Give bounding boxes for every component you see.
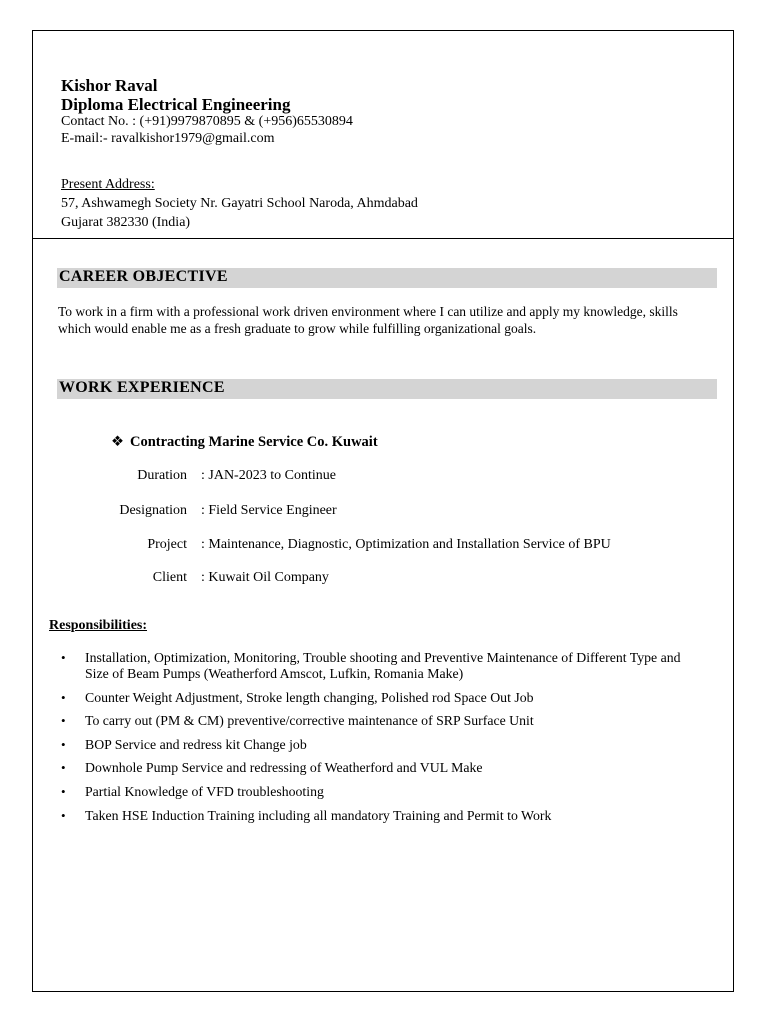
detail-value-client: : Kuwait Oil Company <box>201 570 329 585</box>
candidate-name: Kishor Raval <box>61 76 158 95</box>
list-item: • Taken HSE Induction Training including all mandatory Training and Permit to Work <box>61 808 701 824</box>
responsibilities-list <box>61 650 701 831</box>
detail-label-project: Project <box>147 537 187 552</box>
address-line-1: 57, Ashwamegh Society Nr. Gayatri School Naroda, Ahmdabad <box>61 196 418 211</box>
contact-number: Contact No. : (+91)9979870895 & (+956)65530894 <box>61 114 353 129</box>
work-experience-heading: WORK EXPERIENCE <box>59 379 225 396</box>
company-name: Contracting Marine Service Co. Kuwait <box>130 434 378 450</box>
detail-label-duration: Duration <box>137 468 187 483</box>
diamond-bullet-icon: ❖ <box>111 434 124 450</box>
career-objective-heading: CAREER OBJECTIVE <box>59 268 228 285</box>
detail-value-project: : Maintenance, Diagnostic, Optimization and Installation Service of BPU <box>201 537 611 552</box>
detail-label-client: Client <box>152 570 187 585</box>
list-item: • Partial Knowledge of VFD troubleshooting <box>61 784 701 800</box>
detail-label-designation: Designation <box>119 503 187 518</box>
list-item: • Counter Weight Adjustment, Stroke length changing, Polished rod Space Out Job <box>61 690 701 706</box>
list-item: • Installation, Optimization, Monitoring, Trouble shooting and Preventive Maintenance of Different Type and Size of Beam Pumps (Weatherford Amscot, Lufkin, Romania Make) <box>61 650 701 682</box>
list-item: • To carry out (PM & CM) preventive/corrective maintenance of SRP Surface Unit <box>61 713 701 729</box>
email-address: E-mail:- ravalkishor1979@gmail.com <box>61 131 275 146</box>
detail-value-designation: : Field Service Engineer <box>201 503 337 518</box>
qualification: Diploma Electrical Engineering <box>61 95 291 114</box>
header-divider <box>32 238 734 239</box>
address-line-2: Gujarat 382330 (India) <box>61 215 191 230</box>
company-entry <box>111 434 378 451</box>
list-item: • Downhole Pump Service and redressing of Weatherford and VUL Make <box>61 760 701 776</box>
responsibilities-heading: Responsibilities: <box>49 618 148 633</box>
detail-value-duration: : JAN-2023 to Continue <box>201 468 336 483</box>
list-item: • BOP Service and redress kit Change job <box>61 737 701 753</box>
address-label: Present Address: <box>61 177 155 192</box>
career-objective-text: To work in a firm with a professional work driven environment where I can utilize and apply my knowledge, skills which would enable me as a fresh graduate to grow while fulfilling organizational goals. <box>58 304 678 336</box>
